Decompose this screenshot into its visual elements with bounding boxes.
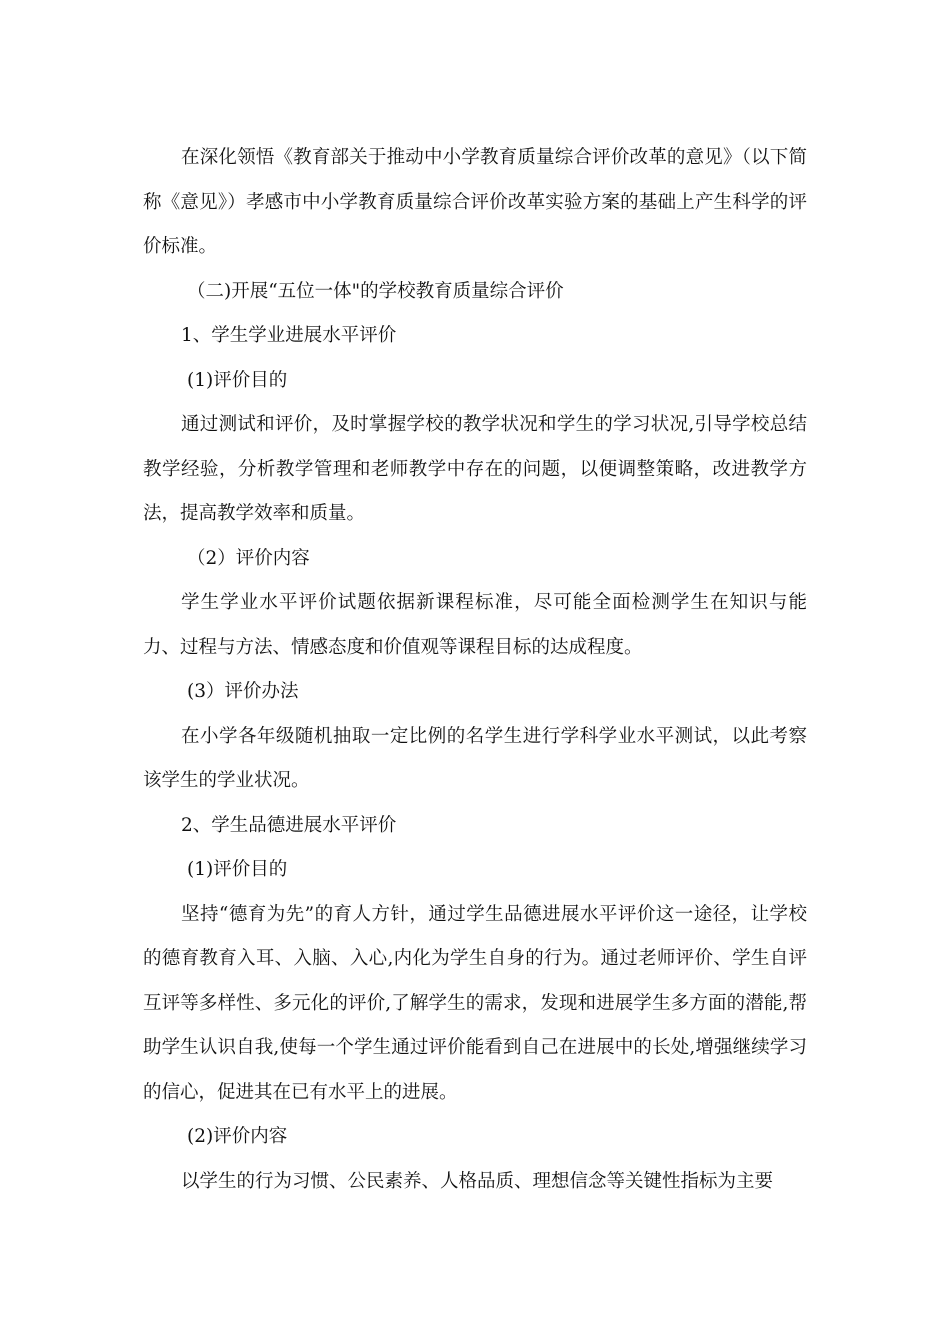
subheading-moral-content: (2)评价内容: [187, 1126, 288, 1147]
subheading-method: (3）评价办法: [187, 681, 299, 702]
subheading-purpose: (1)评价目的: [187, 369, 288, 391]
paragraph-purpose: 通过测试和评价，及时掌握学校的教学状况和学生的学习状况,引导学校总结教学经验，分析教学管理和老师教学中存在的问题，以便调整策略，改进教学方法，提高教学效率和质量。: [143, 414, 807, 524]
paragraph-content: 学生学业水平评价试题依据新课程标准，尽可能全面检测学生在知识与能力、过程与方法、情感态度和价值观等课程目标的达成程度。: [143, 592, 807, 658]
document-body: [143, 136, 807, 1204]
heading-academic-evaluation: 1、学生学业进展水平评价: [181, 325, 397, 346]
paragraph-intro: 在深化领悟《教育部关于推动中小学教育质量综合评价改革的意见》（以下简称《意见》）孝感市中小学教育质量综合评价改革实验方案的基础上产生科学的评价标准。: [143, 147, 807, 257]
paragraph-moral-content: 以学生的行为习惯、公民素养、人格品质、理想信念等关键性指标为主要: [181, 1170, 774, 1192]
paragraph-moral-purpose: 坚持“德育为先”的育人方针，通过学生品德进展水平评价这一途径，让学校的德育教育入耳、入脑、入心,内化为学生自身的行为。通过老师评价、学生自评互评等多样性、多元化的评价,了解学生的需求，发现和进展学生多方面的潜能,帮助学生认识自我,使每一个学生通过评价能看到自己在进展中的长处,增强继续学习的信心，促进其在已有水平上的进展。: [143, 903, 807, 1103]
subheading-content: （2）评价内容: [187, 547, 310, 569]
subheading-moral-purpose: (1)评价目的: [187, 859, 288, 880]
section-heading-five-in-one: （二)开展“五位一体"的学校教育质量综合评价: [187, 280, 564, 302]
heading-moral-evaluation: 2、学生品德进展水平评价: [181, 814, 397, 836]
paragraph-method: 在小学各年级随机抽取一定比例的名学生进行学科学业水平测试，以此考察该学生的学业状况。: [143, 725, 807, 791]
